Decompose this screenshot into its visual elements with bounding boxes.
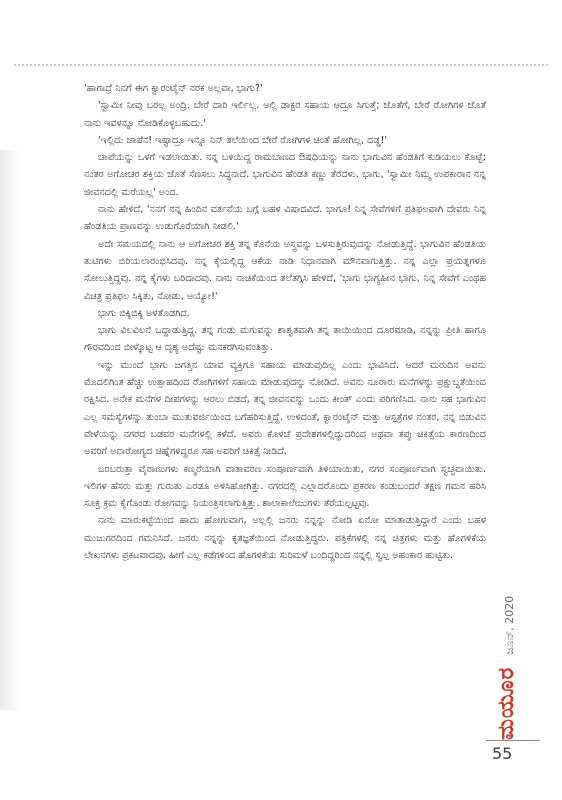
- paragraph: ಅದೇ ಸಮಯದಲ್ಲಿ ನಾನು ಆ ಅಗೋಚರ ಶಕ್ತಿ ತನ್ನ ಕೊನೆಯ ಅಸ್ತ್ರವನ್ನು ಬಳಸುತ್ತಿರುವುದನ್ನು ನೋಡುತ್ತಿದ್ದೆ. ಭಾಗುವಿನ ಹೆಂಡತಿಯ ತುಟಿಗಳು ಬಿರಿಯಲಾರಂಭಿಸಿದವು. ನನ್ನ ಕೈಯಲ್ಲಿದ್ದ ಆಕೆಯ ನಾಡಿ ನಿಧಾನವಾಗಿ ಮೌನವಾಗುತ್ತಿತ್ತು. ನನ್ನ ಎಲ್ಲಾ ಪ್ರಯತ್ನಗಳೂ ಸೋಲುತ್ತಿದ್ದವು. ನನ್ನ ಕೈಗಳು ಬರಿದಾದವು. ನಾನು ನಾಚಿಕೆಯಿಂದ ತಲೆತಗ್ಗಿಸಿ ಹೇಳಿದೆ, 'ಭಾಗು ಭಾಗ್ಯಹೀನ ಭಾಗು, ನಿನ್ನ ಸೇವೆಗೆ ಎಂಥಹ ವಿಚಿತ್ರ ಪ್ರತಿಫಲ ಸಿಕ್ಕಿತು, ನೋಡು, ಅಯ್ಯೋ!': [84, 238, 486, 302]
- paragraph: ಇನ್ನು ಮುಂದೆ ಭಾಗು ಜಗತ್ತಿನ ಯಾವ ವ್ಯಕ್ತಿಗೂ ಸಹಾಯ ಮಾಡುವುದಿಲ್ಲ ಎಂದು ಭಾವಿಸಿದೆ. ಆದರೆ ಮರುದಿನ ಅವನು ಮೊದಲಿಗಿಂತ ಹೆಚ್ಚು ಉತ್ಸಾಹದಿಂದ ರೋಗಿಗಳಿಗೆ ಸಹಾಯ ಮಾಡುವುದನ್ನು ನೋಡಿದೆ. ಅವನು ನೂರಾರು ಮನೆಗಳನ್ನು ಪ್ರಕ್ಷುಬ್ಧತೆಯಿಂದ ರಕ್ಷಿಸಿದ. ಅನೇಕ ಮನೆಗಳ ದೀಪಗಳನ್ನು ಆರಲು ಬಿಡದೆ, ತನ್ನ ಜೀವನವನ್ನು ಒಂದು ಕೀಂತ್‌ ಎಂದು ಪರಿಗಣಿಸಿದ. ನಾನು ಸಹ ಭಾಗುವಿನ ಎಲ್ಲ ಸಮಸ್ಯೆಗಳನ್ನು ತುಂಬಾ ಮುತುವರ್ಜಿಯಿಂದ ಬಗೆಹರಿಸುತ್ತಿದ್ದೆ. ಉಳಿದಂತೆ, ಕ್ವಾರಂಟೈನ್ ಮತ್ತು ಆಸ್ಪತ್ರೆಗಳ ನಂತರ, ನನ್ನ ಬಿಡುವಿನ ವೇಳೆಯನ್ನು ನಗರದ ಬಡವರ ಮನೆಗಳಲ್ಲಿ ಕಳೆದೆ. ಅವರು ಕೊಳಚೆ ಪ್ರದೇಶಗಳಲ್ಲಿದ್ದುದರಿಂದ ಅಥವಾ ತಪ್ಪು ಚಿಕಿತ್ಸೆಯ ಕಾರಣದಿಂದ ಅವರಿಗೆ ಅನಾರೋಗ್ಯದ ಚಿಹ್ನೆಗಳಿದ್ದರೂ ಸಹ ಅವರಿಗೆ ಚಿಕಿತ್ಸೆ ನೀಡಿದೆ.: [84, 359, 486, 458]
- paragraph: ಭಾಗು ಬಿಕ್ಕಿಬಿಕ್ಕಿ ಅಳತೊಡಗಿದ.: [98, 307, 190, 319]
- paragraph: ಬರಬರುತ್ತಾ ವೈರಾಣುಗಳು ಕಣ್ಮರೆಯಾಗಿ ವಾತಾವರಣ ಸಂಪೂರ್ಣವಾಗಿ ತಿಳಿಯಾಯಿತು, ನಗರ ಸಂಪೂರ್ಣವಾಗಿ ಸ್ವಚ್ಛವಾಯಿತು. ಇಲಿಗಳ ಹೆಸರು ಮತ್ತು ಗುರುತು ಎರಡೂ ಅಳಿಸಿಹೋಗಿತ್ತು. ನಗರದಲ್ಲಿ ಎಲ್ಲಾದರೊಂದು ಪ್ರಕರಣ ಕಂಡುಬಂದರೆ ತಕ್ಷಣ ಗಮನ ಹರಿಸಿ ಸೂಕ್ತ ಕ್ರಮ ಕೈಗೊಂಡು ರೋಗವನ್ನು ನಿಯಂತ್ರಿಸಲಾಗುತ್ತಿತ್ತು. ಶಾಲಾಕಾಲೇಜುಗಳು ತೆರೆಯಲ್ಪಟ್ಟವು.: [84, 463, 486, 510]
- paragraph: 'ಹಾಗಾದ್ರೆ ನಿನಗೆ ಈಗ ಕ್ವಾರಂಟೈನ್ ನರಕ ಅಲ್ಲವಾ, ಭಾಗು?': [84, 83, 263, 94]
- page-edge-shadow: [0, 150, 20, 710]
- magazine-masthead: [494, 596, 519, 740]
- paragraph: ಚಾಪೆಯನ್ನು ಒಳಗೆ ಇಡಲಾಯಿತು. ನನ್ನ ಬಳಿಯಿದ್ದ ರಾಮಬಾಣದ ಔಷಧಿಯನ್ನು ನಾನು ಭಾಗುವಿನ ಹೆಂಡತಿಗೆ ಕುಡಿಯಲು ಕೊಟ್ಟೆ; ನಂತರ ಅಗೋಚರ ಶಕ್ತಿಯ ಜೊತೆ ಸೆಣಸಲು ಸಿದ್ಧನಾದೆ. ಭಾಗುವಿನ ಹೆಂಡತಿ ಕಣ್ಣು ತೆರೆದಳು. ಭಾಗು, 'ಸ್ವಾಮೀ ನಿಮ್ಮ ಉಪಕಾರಾನ ನನ್ನ ಜೀವನದಲ್ಲಿ ಮರೆಯಲ್ಲ' ಅಂದ.: [84, 152, 486, 198]
- paragraph: ನಾನು ಮಾರುಕಟ್ಟೆಯಿಂದ ಹಾದು ಹೋಗುವಾಗ, ಅಲ್ಲಲ್ಲಿ ಜನರು ನನ್ನನ್ನು ನೋಡಿ ಏನೋ ಮಾತಾಡುತ್ತಿದ್ದಾರೆ ಎಂದು ಬಹಳ ಮುಜುಗರದಿಂದ ಗಮನಿಸಿದೆ. ಜನರು ನನ್ನನ್ನು ಕೃತಜ್ಞತೆಯಿಂದ ನೋಡುತ್ತಿದ್ದರು. ಪತ್ರಿಕೆಗಳಲ್ಲಿ ನನ್ನ ಚಿತ್ರಗಳು ಮತ್ತು ಹೊಗಳಿಕೆಯ ಲೇಖನಗಳು ಪ್ರಕಟವಾದವು. ಹೀಗೆ ಎಲ್ಲ ಕಡೆಗಳಿಂದ ಹೊಗಳಿಕೆಯ ಸುರಿಮಳೆ ಬಂದಿದ್ದರಿಂದ ನನ್ನಲ್ಲಿ ಸ್ವಲ್ಪ ಅಹಂಕಾರ ಹುಟ್ಟಿತು.: [84, 515, 486, 562]
- paragraph: 'ಸ್ವಾಮೀ ನೀವು ಬರಲ್ಲ ಅಂದ್ರಿ. ಬೇರೆ ದಾರಿ ಇರ್ಲಿಲ್ಲ. ಅಲ್ಲಿ ಡಾಕ್ಟರ ಸಹಾಯ ಆದ್ರೂ ಸಿಗುತ್ತೆ; ಜೊತೆಗೆ, ಬೇರೆ ರೋಗಿಗಳ ಜೊತೆ ನಾನು ಇವಳನ್ನೂ ನೋಡಿಕೊಳ್ಳಬಹುದು.': [84, 100, 486, 129]
- page-number: 55: [492, 744, 513, 763]
- issue-date: ಜೂನ್, 2020: [503, 595, 516, 655]
- paragraph: 'ಇಲ್ಲಿದು ಚಾಪೆನ! ಇಷ್ಟಾದ್ರೂ ಇನ್ನೂ ನಿನ್ ತಲೆಯಿಂದ ಬೇರೆ ರೋಗಿಗಳ ಚಿಂತೆ ಹೋಗಿಲ್ಲ, ದಡ್ಡ!': [98, 134, 388, 146]
- top-dotted-rule: [14, 64, 548, 66]
- paragraph: ಭಾಗು ವಿಲವಿಲನೆ ಒದ್ದಾಡುತ್ತಿದ್ದ. ತನ್ನ ಗಂಡು ಮಗುವನ್ನು ಶಾಶ್ವತವಾಗಿ ತನ್ನ ತಾಯಿಯಿಂದ ದೂರಮಾಡಿ, ನನ್ನನ್ನು ಪ್ರೀತಿ ಹಾಗೂ ಗೌರವದಿಂದ ಬೀಳ್ಕೊಟ್ಟ ಆ ದೃಶ್ಯ ಅದೆಷ್ಟು ಮನಕರಗಿಸುವಂತಿತ್ತು.: [84, 325, 486, 354]
- story-text: [84, 80, 486, 564]
- page-number-rule: [486, 740, 540, 741]
- paragraph: ನಾನು ಹೇಳಿದೆ, 'ನನಗೆ ನನ್ನ ಹಿಂದಿನ ವರ್ತನೆಯ ಬಗ್ಗೆ ಬಹಳ ವಿಷಾದವಿದೆ. ಭಾಗೂ! ನಿನ್ನ ಸೇವೆಗಳಿಗೆ ಪ್ರತಿಫಲವಾಗಿ ದೇವರು ನಿನ್ನ ಹೆಂಡತಿಯ ಪ್ರಾಣವನ್ನು ಉಡುಗೊರೆಯಾಗಿ ನೀಡಲಿ.': [84, 204, 486, 233]
- magazine-name: ಮಯೂರ: [494, 666, 519, 740]
